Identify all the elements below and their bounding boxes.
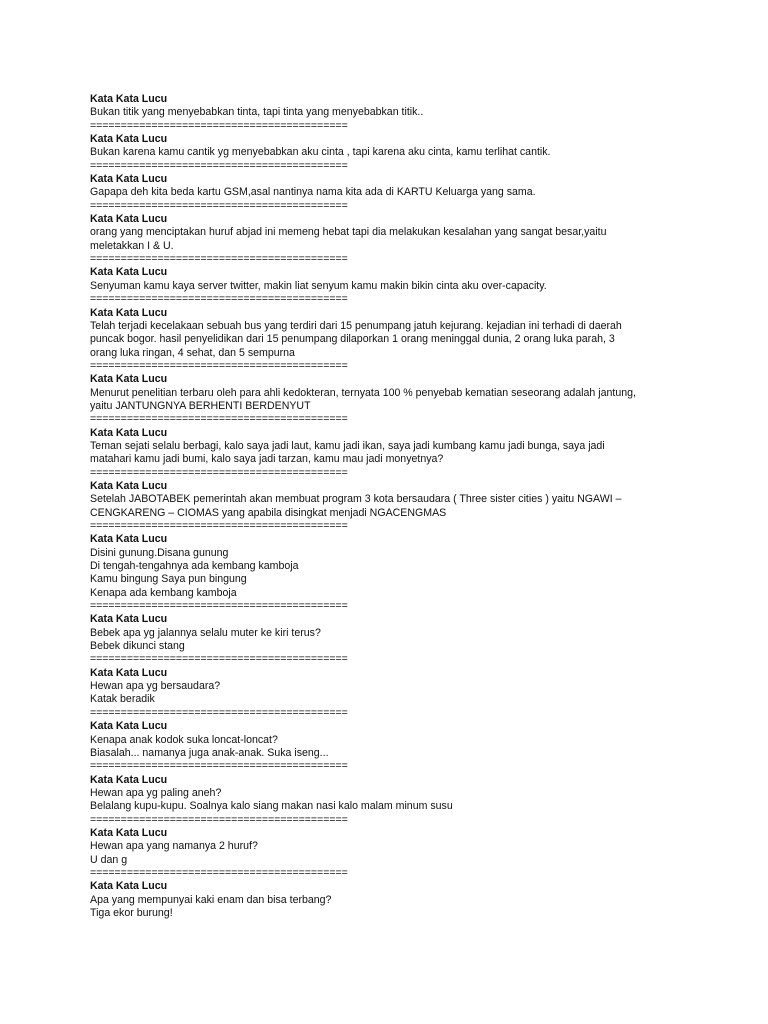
separator-line: ========================================== — [90, 159, 348, 172]
entry-text-line: meletakkan I & U. — [90, 239, 174, 252]
entry-text-line: Tiga ekor burung! — [90, 906, 173, 919]
entry-text-line: Belalang kupu-kupu. Soalnya kalo siang makan nasi kalo malam minum susu — [90, 800, 453, 813]
separator-line: ========================================== — [90, 760, 348, 773]
separator-line: ========================================== — [90, 866, 348, 879]
entry-text-line: Biasalah... namanya juga anak-anak. Suka iseng... — [90, 746, 329, 759]
entry-text-line: orang yang menciptakan huruf abjad ini memeng hebat tapi dia melakukan kesalahan yang sangat besar,yaitu — [90, 226, 607, 239]
entry-title: Kata Kata Lucu — [90, 93, 168, 105]
entry-text-line: Hewan apa yg paling aneh? — [90, 786, 222, 799]
separator-line: ========================================== — [90, 413, 348, 426]
entry-text-line: Bukan karena kamu cantik yg menyebabkan aku cinta , tapi karena aku cinta, kamu terlihat cantik. — [90, 146, 551, 159]
entry-title: Kata Kata Lucu — [90, 533, 168, 546]
separator-line: ========================================== — [90, 359, 348, 372]
entry-title: Kata Kata Lucu — [90, 426, 168, 439]
entry-title: Kata Kata Lucu — [90, 826, 168, 839]
separator-line: ========================================== — [90, 653, 348, 666]
joke-entry — [90, 774, 690, 827]
separator-line: ========================================== — [90, 813, 348, 826]
entry-text-line: Menurut penelitian terbaru oleh para ahli kedokteran, ternyata 100 % penyebab kematian seseorang adalah jantung, — [90, 386, 636, 399]
joke-entry — [90, 266, 690, 306]
separator-line: ========================================== — [90, 600, 348, 613]
entry-title: Kata Kata Lucu — [90, 173, 168, 186]
entry-text-line: Senyuman kamu kaya server twitter, makin liat senyum kamu makin bikin cinta aku over-capacity. — [90, 279, 547, 292]
entry-title: Kata Kata Lucu — [90, 373, 168, 386]
entry-text-line: Di tengah-tengahnya ada kembang kamboja — [90, 560, 299, 573]
entry-text-line: orang luka ringan, 4 sehat, dan 5 sempurna — [90, 346, 295, 359]
entry-text-line: Bebek apa yg jalannya selalu muter ke kiri terus? — [90, 626, 321, 639]
separator-line: ========================================== — [90, 706, 348, 719]
entry-text-line: Disini gunung.Disana gunung — [90, 546, 229, 559]
entry-title: Kata Kata Lucu — [90, 880, 168, 893]
separator-line: ========================================== — [90, 293, 348, 306]
entry-title: Kata Kata Lucu — [90, 773, 168, 786]
joke-entry — [90, 480, 690, 533]
entry-text-line: Hewan apa yang namanya 2 huruf? — [90, 840, 258, 853]
entry-title: Kata Kata Lucu — [90, 666, 168, 679]
entry-title: Kata Kata Lucu — [90, 479, 168, 492]
entry-text-line: Setelah JABOTABEK pemerintah akan membuat program 3 kota bersaudara ( Three sister cities ) yaitu NGAWI – — [90, 493, 622, 506]
document-body — [90, 93, 690, 920]
entry-title: Kata Kata Lucu — [90, 720, 168, 733]
entry-text-line: puncak bogor. hasil penyelidikan dari 15 penumpang dilaporkan 1 orang meninggal dunia, 2 orang luka parah, 3 — [90, 333, 615, 346]
entry-text-line: matahari kamu jadi bumi, kalo saya jadi tarzan, kamu mau jadi monyetnya? — [90, 453, 444, 466]
joke-entry — [90, 133, 690, 173]
joke-entry — [90, 373, 690, 426]
entry-text-line: Gapapa deh kita beda kartu GSM,asal nantinya nama kita ada di KARTU Keluarga yang sama. — [90, 186, 536, 199]
entry-title: Kata Kata Lucu — [90, 213, 168, 226]
entry-title: Kata Kata Lucu — [90, 306, 168, 319]
entry-text-line: Teman sejati selalu berbagi, kalo saya jadi laut, kamu jadi ikan, saya jadi kumbang kamu jadi bunga, saya jadi — [90, 439, 605, 452]
entry-text-line: Hewan apa yg bersaudara? — [90, 680, 221, 693]
entry-title: Kata Kata Lucu — [90, 613, 168, 626]
entry-text-line: Bukan titik yang menyebabkan tinta, tapi tinta yang menyebabkan titik.. — [90, 106, 424, 119]
separator-line: ========================================== — [90, 253, 348, 266]
separator-line: ========================================== — [90, 466, 348, 479]
joke-entry — [90, 880, 690, 920]
joke-entry — [90, 427, 690, 480]
joke-entry — [90, 307, 690, 374]
entry-text-line: Kenapa anak kodok suka loncat-loncat? — [90, 733, 278, 746]
joke-entry — [90, 213, 690, 266]
entry-text-line: Bebek dikunci stang — [90, 640, 185, 653]
joke-entry — [90, 827, 690, 880]
entry-text-line: Apa yang mempunyai kaki enam dan bisa terbang? — [90, 893, 332, 906]
entry-title: Kata Kata Lucu — [90, 266, 168, 279]
separator-line: ========================================== — [90, 119, 348, 132]
entry-text-line: Kenapa ada kembang kamboja — [90, 586, 237, 599]
entry-text-line: yaitu JANTUNGNYA BERHENTI BERDENYUT — [90, 399, 311, 412]
joke-entry — [90, 173, 690, 213]
entry-text-line: Kamu bingung Saya pun bingung — [90, 573, 247, 586]
separator-line: ========================================== — [90, 199, 348, 212]
joke-entry — [90, 613, 690, 666]
joke-entry — [90, 720, 690, 773]
entry-text-line: CENGKARENG – CIOMAS yang apabila disingkat menjadi NGACENGMAS — [90, 506, 447, 519]
entry-text-line: U dan g — [90, 853, 128, 866]
joke-entry — [90, 93, 690, 133]
entry-title: Kata Kata Lucu — [90, 133, 168, 146]
entry-text-line: Katak beradik — [90, 693, 155, 706]
entry-text-line: Telah terjadi kecelakaan sebuah bus yang terdiri dari 15 penumpang jatuh kejurang. kejadian ini terhadi di daerah — [90, 319, 622, 332]
separator-line: ========================================== — [90, 520, 348, 532]
joke-entry — [90, 667, 690, 720]
joke-entry — [90, 533, 690, 613]
